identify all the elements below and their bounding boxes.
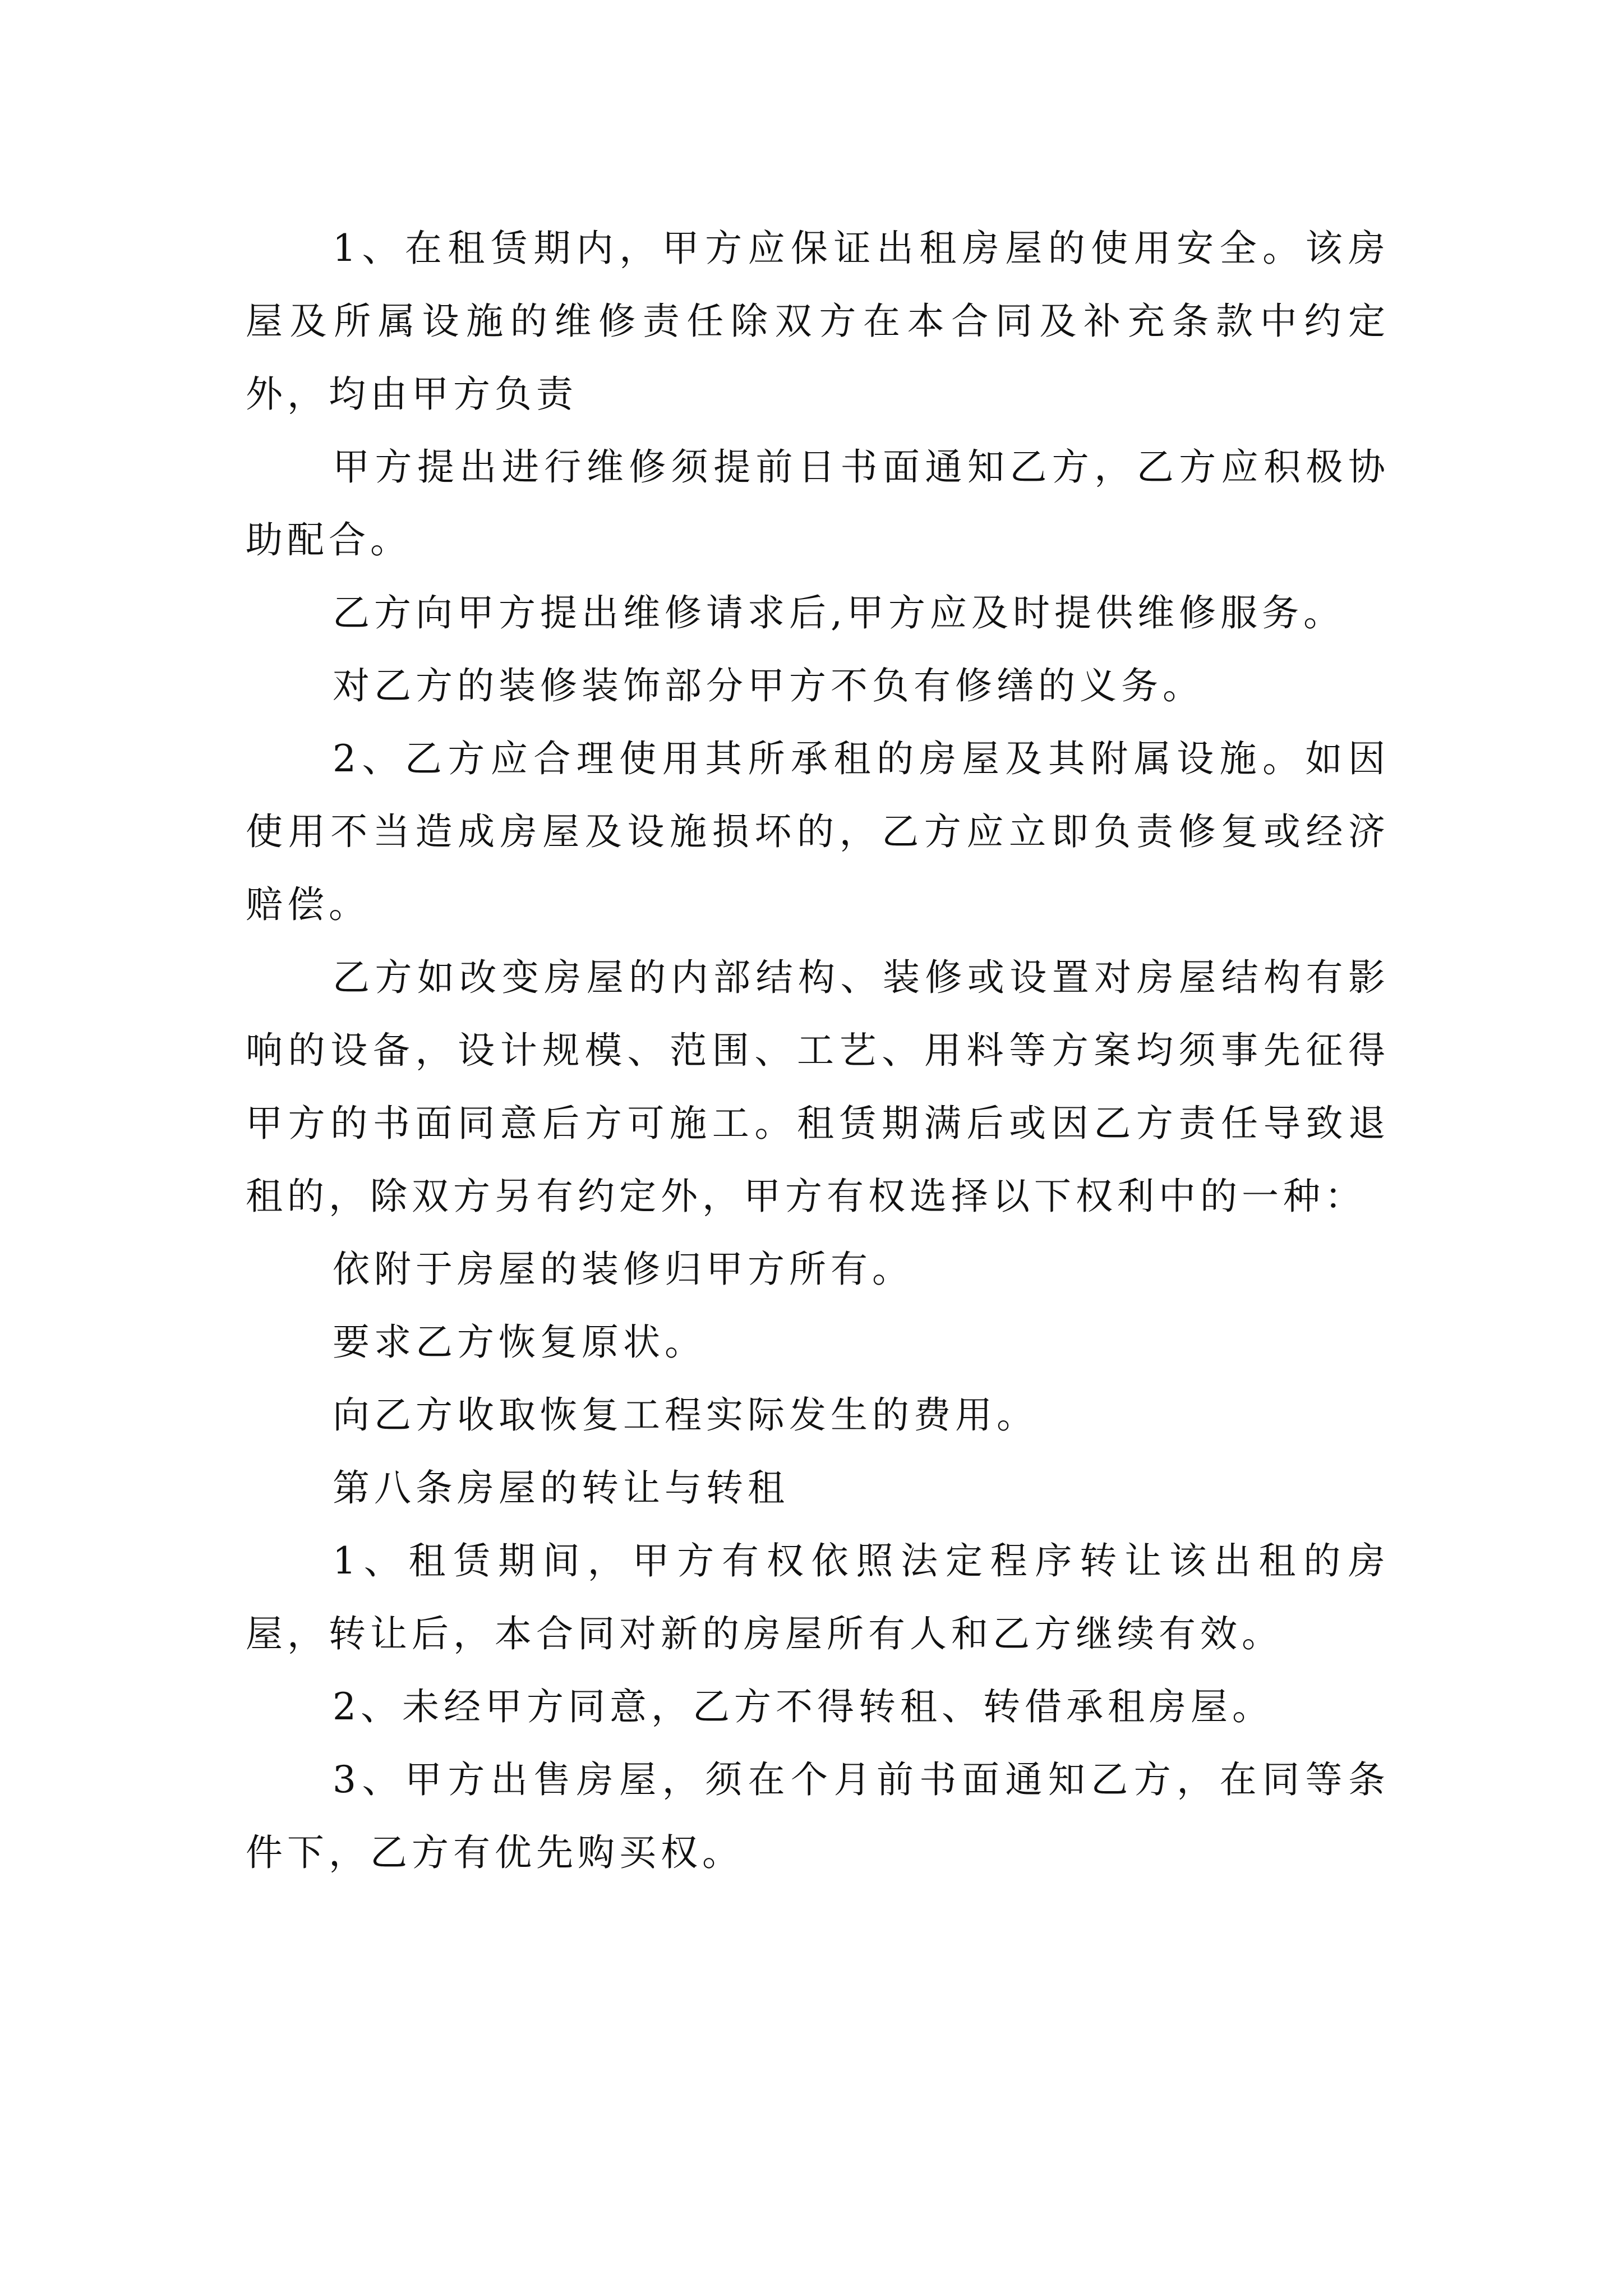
paragraph-transfer-clause-2: 2、未经甲方同意，乙方不得转租、转借承租房屋。 <box>333 1685 1274 1728</box>
paragraph-decoration-exemption: 对乙方的装修装饰部分甲方不负有修缮的义务。 <box>333 664 1204 707</box>
paragraph-transfer-clause-1: 1、租赁期间，甲方有权依照法定程序转让该出租的房屋，转让后，本合同对新的房屋所有人和乙方继续有效。 <box>246 1539 1390 1655</box>
section-heading-article-8: 第八条房屋的转让与转租 <box>333 1466 789 1510</box>
paragraph-repair-request: 乙方向甲方提出维修请求后,甲方应及时提供维修服务。 <box>333 591 1345 634</box>
paragraph-option-restoration-cost: 向乙方收取恢复工程实际发生的费用。 <box>333 1393 1038 1437</box>
paragraph-option-restore: 要求乙方恢复原状。 <box>333 1320 706 1364</box>
paragraph-option-decoration-ownership: 依附于房屋的装修归甲方所有。 <box>333 1248 914 1291</box>
paragraph-repair-notice: 甲方提出进行维修须提前日书面通知乙方，乙方应积极协助配合。 <box>246 445 1390 562</box>
paragraph-clause-2-proper-use: 2、乙方应合理使用其所承租的房屋及其附属设施。如因使用不当造成房屋及设施损坏的，乙方应立即负责修复或经济赔偿。 <box>246 737 1390 926</box>
document-body <box>246 212 1390 1889</box>
paragraph-transfer-clause-3: 3、甲方出售房屋，须在个月前书面通知乙方，在同等条件下，乙方有优先购买权。 <box>246 1758 1390 1874</box>
paragraph-structural-changes: 乙方如改变房屋的内部结构、装修或设置对房屋结构有影响的设备，设计规模、范围、工艺、用料等方案均须事先征得甲方的书面同意后方可施工。租赁期满后或因乙方责任导致退租的，除双方另有约定外，甲方有权选择以下权利中的一种： <box>246 956 1390 1218</box>
paragraph-clause-1-repair-responsibility: 1、在租赁期内，甲方应保证出租房屋的使用安全。该房屋及所属设施的维修责任除双方在本合同及补充条款中约定外，均由甲方负责 <box>246 227 1390 416</box>
